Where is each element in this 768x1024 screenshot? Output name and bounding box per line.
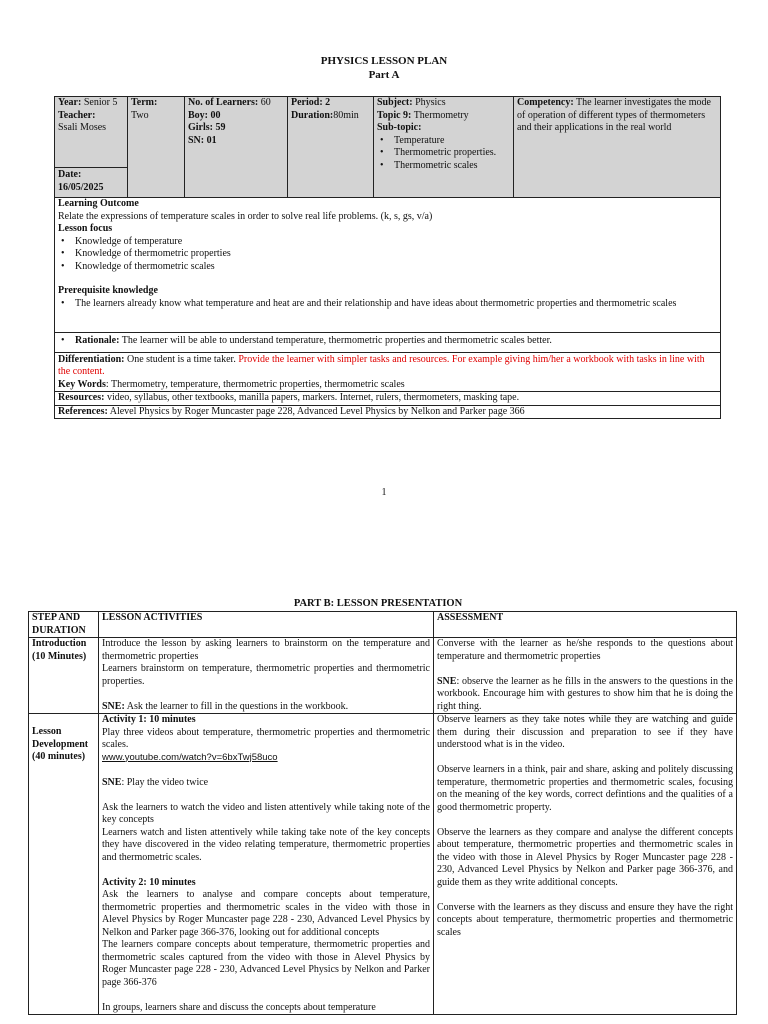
topic-label: Topic 9: [377, 109, 412, 121]
differentiation-highlight: Provide the learner with simpler tasks and resources. For example giving him/her a workbook with tasks in line with the content. [58, 353, 705, 377]
duration-value: 80min [333, 109, 359, 121]
header-row [55, 97, 721, 198]
references-row [55, 405, 721, 419]
sne-label: SNE: [102, 700, 125, 712]
competency-cell [514, 97, 721, 198]
activity-2-label: Activity 2: 10 minutes [102, 876, 196, 888]
lesson-focus-item: • Knowledge of thermometric scales [75, 261, 717, 274]
subject-label: Subject: [377, 97, 413, 108]
year-label: Year: [58, 97, 82, 108]
term-cell [128, 97, 185, 198]
part-a-table [54, 96, 721, 419]
activity-text: In groups, learners share and discuss the concepts about temperature [102, 1001, 376, 1013]
differentiation-label: Differentiation: [58, 353, 125, 365]
prereq-item: • The learners already know what temperature and heat are and their relationship and have ideas about thermometric properties and thermometric scales [75, 298, 717, 311]
lesson-focus-item: • Knowledge of thermometric properties [75, 248, 717, 261]
development-row [29, 714, 737, 1015]
activity-text: Learners watch and listen attentively while taking take note of the key concepts they have discovered in the video relating temperature, thermometric properties and thermometric scales. [102, 826, 430, 863]
competency-value: The learner investigates the mode of operation of different types of thermometers and their applications in the real world [517, 97, 711, 133]
prereq-label: Prerequisite knowledge [58, 285, 158, 296]
date-value: 16/05/2025 [58, 181, 104, 193]
outcome-cell [55, 198, 721, 333]
activity-text: The learners compare concepts about temperature, thermometric properties and thermometric scales captured from the video with those in Alevel Physics by Roger Muncaster page 228 - 230, Advanced Level Physics by Nelkon and Parker page 366-376 [102, 939, 430, 988]
video-link[interactable]: www.youtube.com/watch?v=6bxTwj58uco [102, 751, 278, 763]
activity-1-label: Activity 1: 10 minutes [102, 714, 196, 725]
resources-row [55, 392, 721, 406]
activity-text: Ask the learners to analyse and compare concepts about temperature, thermometric properties and thermometric scales in the video with those in Alevel Physics by Roger Muncaster page 228 - 230, Advanced Level Physics by Nelkon and Parker page 366-376, looking out for additional concepts [102, 889, 430, 938]
duration-label: Duration: [291, 109, 334, 121]
development-activities [99, 714, 434, 1015]
term-label: Term: [131, 97, 158, 108]
differentiation-text: One student is a time taker. [124, 353, 239, 365]
resources-label: Resources: [58, 392, 105, 403]
sne-label: SNE [437, 675, 457, 687]
rationale-row [55, 333, 721, 353]
subtopic-item: • Temperature [394, 135, 510, 148]
rationale-label: Rationale: [75, 335, 120, 346]
lesson-focus-item: • Knowledge of temperature [75, 236, 717, 249]
assessment-text: Observe learners as they take notes while they are watching and guide them during their discussion and preparation to see if they have understood what is in the video. [437, 714, 733, 750]
subject-value: Physics [412, 97, 446, 108]
learners-label: No. of Learners: [188, 97, 259, 108]
term-value: Two [131, 109, 149, 121]
rationale-cell [55, 333, 721, 353]
development-assessment [434, 714, 737, 1015]
subtopic-item: • Thermometric scales [394, 160, 510, 173]
subtopic-list [377, 135, 510, 173]
outcome-row [55, 198, 721, 333]
prereq-list [58, 298, 717, 311]
resources-cell [55, 392, 721, 406]
differentiation-row [55, 352, 721, 392]
sne-label: SNE [102, 776, 122, 788]
keywords-text: : Thermometry, temperature, thermometric properties, thermometric scales [105, 378, 405, 390]
resources-text: video, syllabus, other textbooks, manilla papers, markers. Internet, rulers, thermometers, masking tape. [104, 392, 520, 403]
year-teacher-date-cell [55, 97, 128, 198]
col-activities-header: LESSON ACTIVITIES [99, 612, 434, 638]
differentiation-cell [55, 352, 721, 392]
lesson-plan-title: PHYSICS LESSON PLAN [320, 55, 448, 67]
activity-sne [102, 777, 430, 790]
learning-outcome-text: Relate the expressions of temperature scales in order to solve real life problems. (k, s, gs, v/a) [58, 210, 433, 222]
topic-value: Thermometry [411, 109, 469, 121]
col-assessment-header: ASSESSMENT [434, 612, 737, 638]
part-b-header-row [29, 612, 737, 638]
competency-label: Competency: [517, 97, 574, 108]
keywords-label: Key Words [58, 378, 106, 390]
period-label: Period: 2 [291, 97, 331, 108]
teacher-label: Teacher: [58, 109, 96, 121]
intro-assessment [434, 638, 737, 714]
lesson-focus-label: Lesson focus [58, 223, 113, 234]
assessment-text: Observe learners in a think, pair and share, asking and politely discussing temperature, thermometric properties and thermometric scales, focusing on the meaning of the key words, correct defintions and the qualities of a good thermometric property. [437, 764, 733, 813]
sne-text: Ask the learner to fill in the questions in the workbook. [124, 700, 349, 712]
assessment-text: Observe the learners as they compare and analyse the different concepts about temperature, thermometric properties and thermometric scales in the video with those in Alevel Physics by Roger Muncaster page 228 - 230, Advanced Level Physics by Nelkon and Parker page 366-376, and guide them as they write additional concepts. [437, 826, 733, 888]
intro-assessment-text: Converse with the learner as he/she responds to the questions about temperature and thermometric properties [437, 638, 733, 662]
rationale-item [75, 335, 717, 348]
period-cell [288, 97, 374, 198]
part-a-subtitle: Part A [368, 69, 400, 81]
learning-outcome-label: Learning Outcome [58, 198, 139, 209]
girls-count: Girls: 59 [188, 122, 226, 133]
development-step: Lesson Development (40 minutes) [29, 714, 99, 1015]
col-step-header: STEP AND DURATION [29, 612, 99, 638]
rationale-text: The learner will be able to understand temperature, thermometric properties and thermometric scales better. [119, 335, 552, 346]
date-label: Date: [58, 169, 82, 180]
part-b-title: PART B: LESSON PRESENTATION [293, 598, 463, 609]
teacher-name: Ssali Moses [58, 122, 107, 133]
sne-text: : observe the learner as he fills in the answers to the questions in the workbook. Encourage him with gestures to show him that he is doing the right thing. [437, 675, 733, 712]
boy-count: Boy: 00 [188, 109, 221, 121]
introduction-row [29, 638, 737, 714]
intro-activity-text: Introduce the lesson by asking learners to brainstorm on the temperature and thermometric properties [102, 638, 430, 662]
references-cell [55, 405, 721, 419]
subject-cell [374, 97, 514, 198]
year-value: Senior 5 [81, 97, 118, 108]
page-part-b [0, 520, 768, 1024]
references-text: Alevel Physics by Roger Muncaster page 228, Advanced Level Physics by Nelkon and Parker page 366 [107, 405, 525, 417]
page-number: 1 [381, 487, 387, 498]
part-b-table [28, 611, 737, 1015]
activity-text: Play three videos about temperature, thermometric properties and thermometric scales. [102, 726, 430, 750]
lesson-focus-list [58, 236, 717, 274]
learners-cell [185, 97, 288, 198]
intro-activities [99, 638, 434, 714]
intro-assessment-sne [437, 676, 733, 714]
references-label: References: [58, 405, 108, 417]
subtopic-item: • Thermometric properties. [394, 147, 510, 160]
intro-step: Introduction (10 Minutes) [29, 638, 99, 714]
intro-activity-text: Learners brainstorm on temperature, thermometric properties and thermometric properties. [102, 663, 430, 687]
sn-count: SN: 01 [188, 134, 217, 146]
sne-text: : Play the video twice [121, 776, 209, 788]
subtopic-label: Sub-topic: [377, 122, 422, 133]
learners-value: 60 [258, 97, 271, 108]
intro-sne [102, 701, 430, 714]
assessment-text: Converse with the learners as they discuss and ensure they have the right concepts about temperature, thermometric properties and thermometric scales [437, 901, 733, 938]
activity-text: Ask the learners to watch the video and listen attentively while taking note of the key concepts [102, 801, 430, 825]
